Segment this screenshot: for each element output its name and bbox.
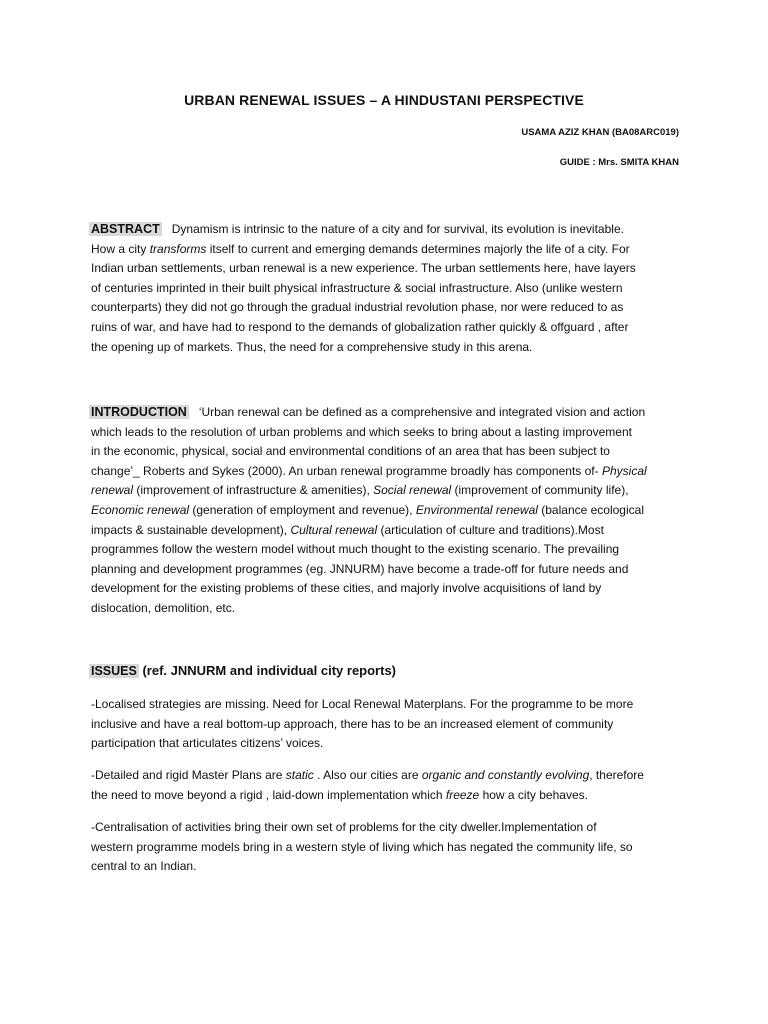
intro-text: ‘Urban renewal can be defined as a comprehensive and integrated vision and action: [198, 405, 646, 419]
intro-text: change’_ Roberts and Sykes (2000). An urban renewal programme broadly has components of-: [91, 463, 602, 478]
abstract-text: itself to current and emerging demands determines majorly the life of a city. For: [206, 241, 630, 256]
abstract-heading: ABSTRACT: [91, 222, 160, 236]
intro-text: (generation of employment and revenue),: [189, 502, 416, 517]
abstract-section: [91, 220, 681, 357]
abstract-line: the opening up of markets. Thus, the need for a comprehensive study in this arena.: [91, 339, 533, 354]
issue-line: -Centralisation of activities bring their own set of problems for the city dweller.Implementation of: [91, 820, 597, 834]
issue-paragraph: [91, 695, 681, 754]
abstract-line: [91, 240, 681, 260]
intro-text: (balance ecological: [537, 502, 644, 517]
author-line: USAMA AZIZ KHAN (BA08ARC019): [521, 127, 679, 138]
abstract-text: How a city: [91, 241, 150, 256]
issue-line: inclusive and have a real bottom-up approach, there has to be an increased element of community: [91, 716, 614, 731]
issue-emphasis: organic and constantly evolving: [421, 768, 590, 782]
intro-emphasis: Economic renewal: [91, 502, 190, 517]
abstract-line: ruins of war, and have had to respond to the demands of globalization rather quickly & offguard , after: [91, 319, 629, 334]
abstract-emphasis: transforms: [149, 241, 207, 256]
issue-text: how a city behaves.: [479, 787, 588, 802]
intro-emphasis: Physical: [601, 463, 647, 478]
abstract-line: [91, 220, 681, 240]
abstract-line: of centuries imprinted in their built physical infrastructure & social infrastructure. Also (unlike western: [91, 280, 623, 295]
document-title: URBAN RENEWAL ISSUES – A HINDUSTANI PERSPECTIVE: [184, 92, 584, 108]
intro-line: [91, 481, 681, 501]
intro-emphasis: Environmental renewal: [415, 502, 538, 517]
issue-emphasis: freeze: [445, 787, 480, 802]
issue-text: . Also our cities are: [313, 768, 422, 782]
introduction-section: [91, 403, 681, 619]
issue-text: the need to move beyond a rigid , laid-down implementation which: [91, 787, 446, 802]
intro-emphasis: Cultural renewal: [290, 522, 378, 537]
intro-text: (improvement of infrastructure & amenities),: [133, 483, 374, 498]
issues-heading-line: [91, 661, 681, 682]
abstract-line: counterparts) they did not go through the gradual industrial revolution phase, nor were reduced to as: [91, 300, 624, 315]
intro-line: programmes follow the western model without much thought to the existing scenario. The prevailing: [91, 542, 620, 557]
issue-text: -Detailed and rigid Master Plans are: [91, 768, 286, 782]
issue-line: western programme models bring in a western style of living which has negated the community life, so: [91, 839, 633, 854]
issue-line: participation that articulates citizens’ voices.: [91, 736, 324, 751]
intro-line: dislocation, demolition, etc.: [91, 600, 236, 615]
issue-line: -Localised strategies are missing. Need for Local Renewal Materplans. For the programme to be more: [91, 697, 634, 711]
intro-text: impacts & sustainable development),: [91, 522, 291, 537]
intro-line: development for the existing problems of these cities, and majorly involve acquisitions of land by: [91, 581, 602, 596]
abstract-line: Indian urban settlements, urban renewal is a new experience. The urban settlements here, have layers: [91, 261, 636, 276]
issue-line: [91, 766, 681, 786]
intro-line: [91, 521, 681, 541]
intro-line: [91, 403, 681, 423]
intro-line: which leads to the resolution of urban problems and which seeks to bring about a lasting improvement: [91, 424, 632, 439]
issues-heading-block: [91, 661, 681, 682]
issue-paragraph: [91, 766, 681, 805]
intro-line: planning and development programmes (eg. JNNURM) have become a trade-off for future needs and: [91, 561, 629, 576]
issue-line: central to an Indian.: [91, 859, 197, 874]
issue-line: [91, 786, 681, 806]
intro-line: in the economic, physical, social and environmental conditions of an area that has been subject to: [91, 444, 610, 459]
guide-line: GUIDE : Mrs. SMITA KHAN: [559, 157, 679, 168]
intro-emphasis: Social renewal: [373, 483, 452, 498]
issues-heading: ISSUES: [91, 664, 137, 678]
intro-emphasis: renewal: [91, 483, 134, 498]
intro-text: (improvement of community life),: [451, 483, 629, 498]
issue-emphasis: static: [285, 768, 314, 782]
issue-text: , therefore: [589, 768, 644, 782]
intro-line: [91, 462, 681, 482]
intro-line: [91, 501, 681, 521]
issue-paragraph: [91, 818, 681, 877]
issues-subheading: (ref. JNNURM and individual city reports): [138, 663, 397, 678]
intro-text: (articulation of culture and traditions).Most: [377, 522, 604, 537]
introduction-heading: INTRODUCTION: [91, 405, 187, 419]
abstract-text: Dynamism is intrinsic to the nature of a city and for survival, its evolution is inevitable.: [171, 222, 624, 236]
